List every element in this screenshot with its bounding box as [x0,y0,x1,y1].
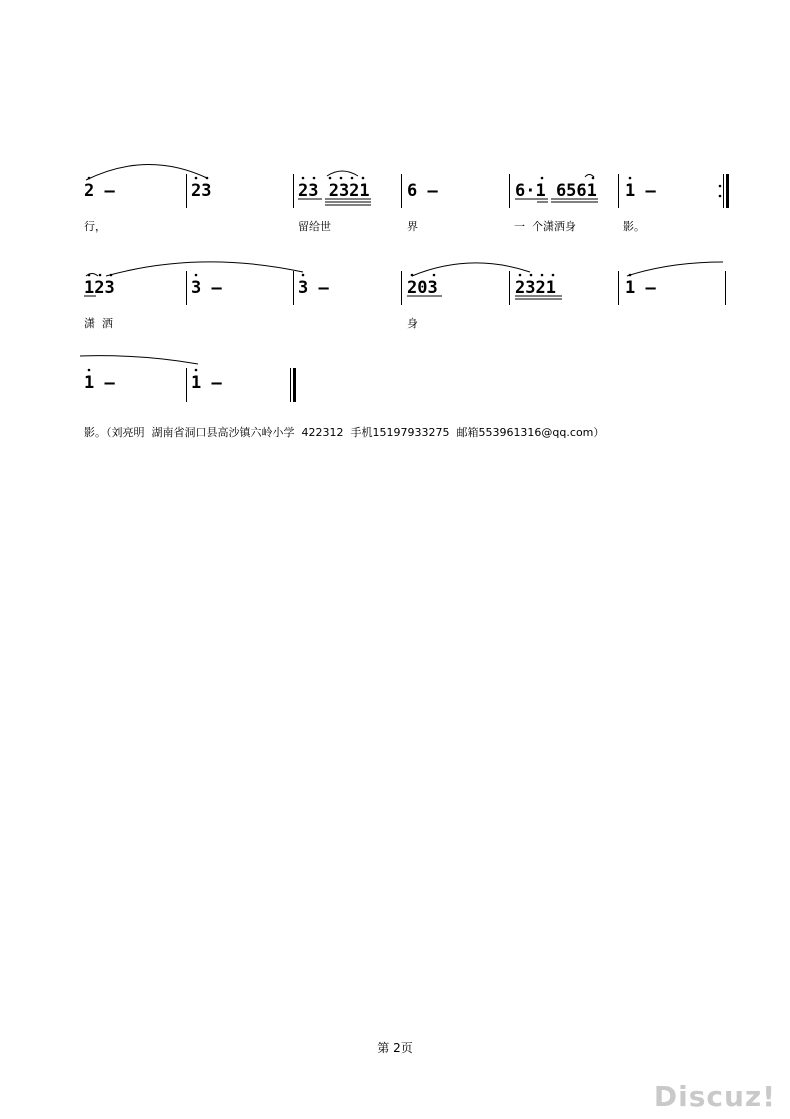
slur [412,263,530,276]
lyric: 界 [407,220,418,233]
note-group: 23 2321 [298,181,370,201]
note-group: 1 – [191,373,222,393]
lyric: 潇 洒 [84,317,113,330]
note-group: 6·1 6561 [515,181,597,201]
slur [327,171,358,176]
watermark: Discuz! [653,1080,776,1113]
slur [585,175,594,178]
slur [86,164,207,180]
note-group: 123 [84,278,115,298]
lyric-credits: 影。（刘亮明 湖南省洞口县高沙镇六岭小学 422312 手机15197933275 邮箱553961316@qq.com） [84,426,605,439]
lyric: 影。 [623,220,645,233]
lyric: 行， [84,220,106,233]
note-group: 1 – [84,373,115,393]
lyric: 一 个潇洒身 [514,220,576,233]
slur [106,262,303,276]
page-number: 第 2页 [377,1041,413,1055]
note-group: 2 – [84,181,115,201]
tie [80,356,198,364]
note-group: 3 – [191,278,222,298]
lyric: 身 [407,317,418,330]
note-group: 3 – [298,278,329,298]
note-group: 1 – [625,181,656,201]
note-group: 1 – [625,278,656,298]
note-group: 6 – [407,181,438,201]
note-group: 203 [407,278,438,298]
note-group: 23 [191,181,212,201]
lyric: 留给世 [298,220,331,233]
slur [627,262,723,276]
note-group: 2321 [515,278,556,298]
